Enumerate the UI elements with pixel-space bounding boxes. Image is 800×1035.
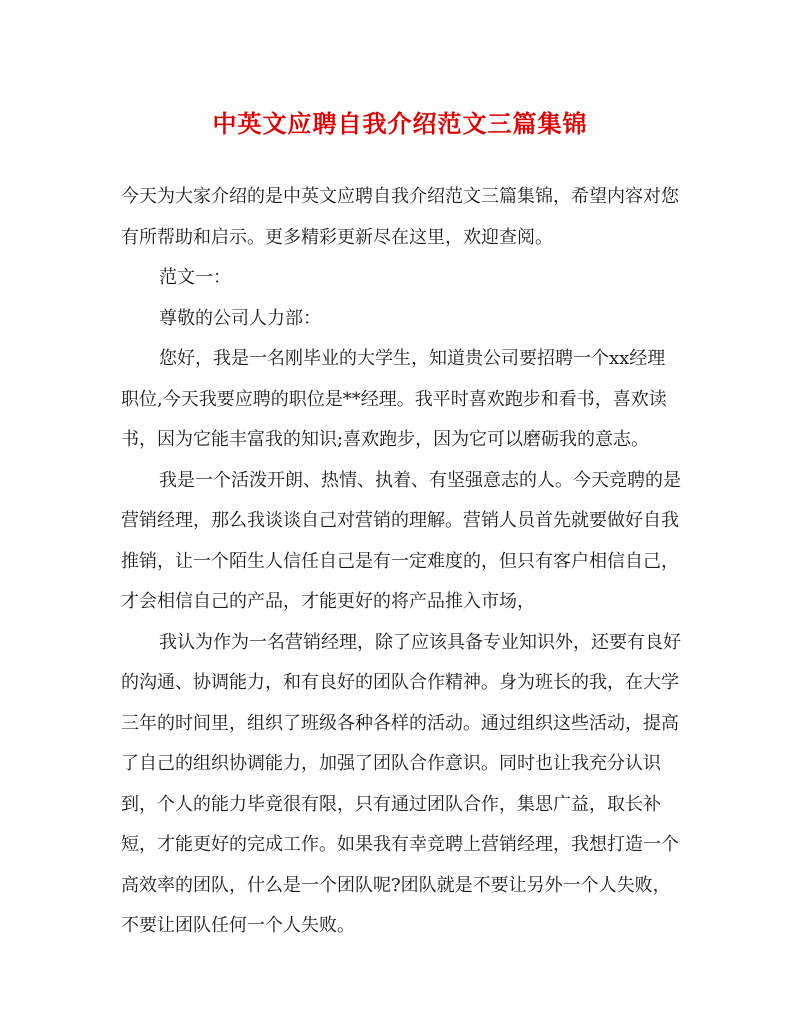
body-paragraph: 我是一个活泼开朗、热情、执着、有坚强意志的人。今天竞聘的是营销经理，那么我谈谈自己对营销的理解。营销人员首先就要做好自我推销，让一个陌生人信任自己是有一定难度的，但只有客户相信自己，才会相信自己的产品，才能更好的将产品推入市场， xyxy=(121,469,681,612)
document-title: 中英文应聘自我介绍范文三篇集锦 xyxy=(212,109,588,138)
section-heading: 范文一： xyxy=(159,267,231,288)
salutation: 尊敬的公司人力部： xyxy=(159,307,321,329)
body-paragraph: 您好，我是一名刚毕业的大学生，知道贵公司要招聘一个xx经理职位,今天我要应聘的职位是**经理。我平时喜欢跑步和看书，喜欢读书，因为它能丰富我的知识;喜欢跑步，因为它可以磨砺我的意志。 xyxy=(121,348,667,450)
document-body xyxy=(121,177,681,947)
body-paragraph: 我认为作为一名营销经理，除了应该具备专业知识外，还要有良好的沟通、协调能力，和有良好的团队合作精神。身为班长的我，在大学三年的时间里，组织了班级各种各样的活动。通过组织这些活动，提高了自己的组织协调能力，加强了团队合作意识。同时也让我充分认识到，个人的能力毕竟很有限，只有通过团队合作，集思广益，取长补短，才能更好的完成工作。如果我有幸竞聘上营销经理，我想打造一个高效率的团队，什么是一个团队呢?团队就是不要让另外一个人失败，不要让团队任何一个人失败。 xyxy=(121,631,681,936)
intro-paragraph: 今天为大家介绍的是中英文应聘自我介绍范文三篇集锦，希望内容对您有所帮助和启示。更多精彩更新尽在这里，欢迎查阅。 xyxy=(121,186,679,248)
